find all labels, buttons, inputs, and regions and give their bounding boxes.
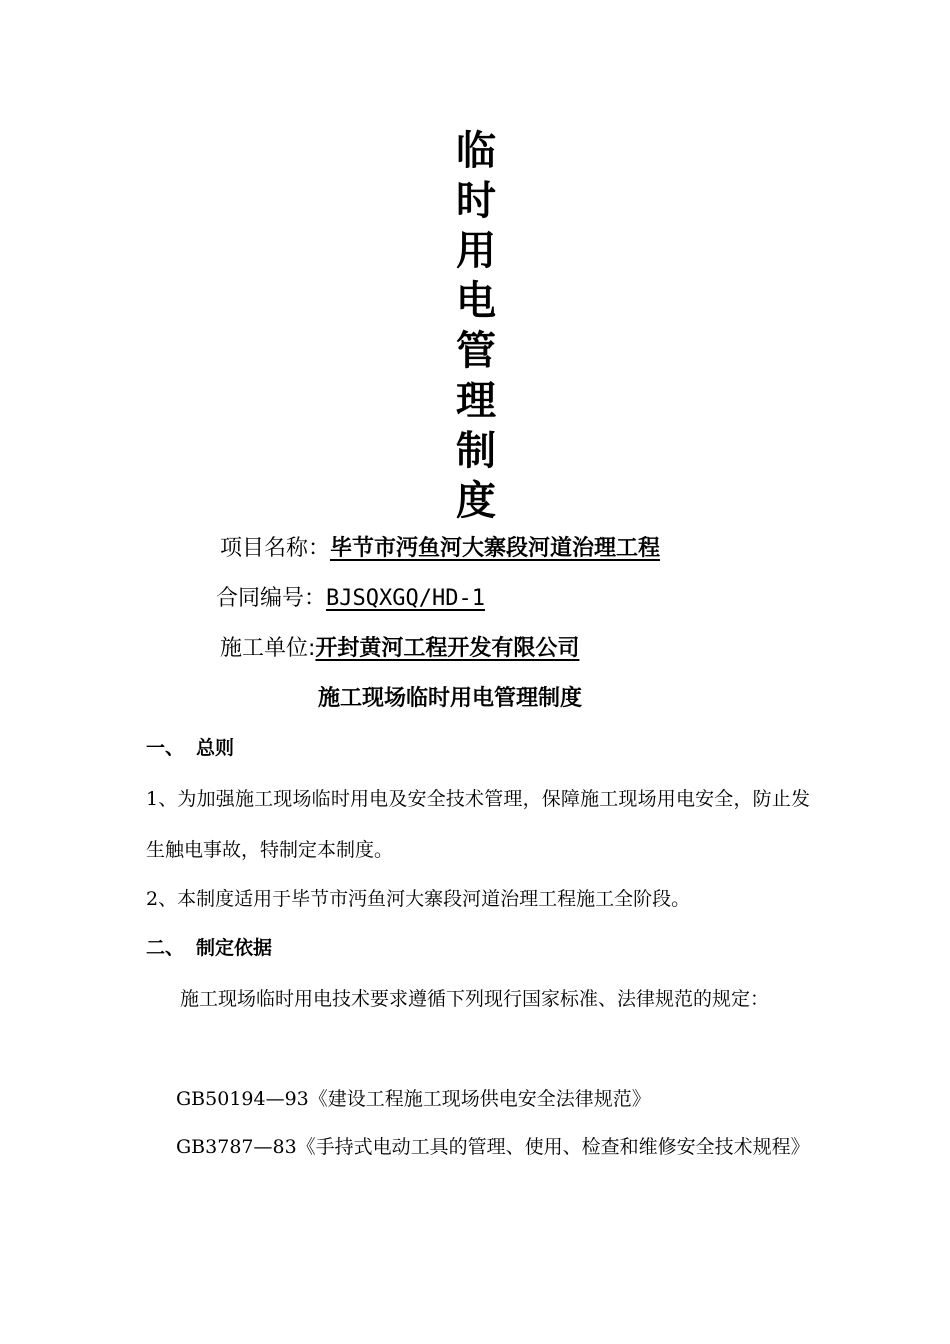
title-char: 用: [456, 228, 496, 274]
section-heading-text: 总则: [196, 737, 235, 759]
title-char: 临: [456, 128, 496, 174]
section-number: 二、: [146, 937, 185, 959]
paragraph-item-2: 2、本制度适用于毕节市沔鱼河大寨段河道治理工程施工全阶段。: [146, 888, 691, 910]
contract-value: BJSQXGQ/HD-1: [326, 586, 485, 611]
section-heading: [146, 934, 272, 962]
project-value: 毕节市沔鱼河大寨段河道治理工程: [330, 536, 661, 561]
contractor-value: 开封黄河工程开发有限公司: [315, 636, 580, 661]
title-char: 理: [456, 378, 496, 424]
paragraph-item-1: 1、为加强施工现场临时用电及安全技术管理，保障施工现场用电安全，防止发生触电事故，特制定本制度。: [146, 788, 810, 861]
title-char: 制: [456, 428, 496, 474]
vertical-title: [448, 126, 504, 526]
section-heading: [146, 734, 234, 762]
title-char: 时: [456, 178, 496, 224]
section-number: 一、: [146, 737, 185, 759]
title-char: 度: [456, 478, 496, 524]
paragraph-intro: 施工现场临时用电技术要求遵循下列现行国家标准、法律规范的规定：: [180, 988, 770, 1010]
project-label: 项目名称：: [220, 536, 331, 561]
reference-item: GB3787—83《手持式电动工具的管理、使用、检查和维修安全技术规程》: [176, 1136, 810, 1158]
contract-row: [216, 584, 485, 614]
contractor-label: 施工单位:: [220, 636, 316, 661]
title-char: 电: [456, 278, 496, 324]
title-char: 管: [456, 328, 496, 374]
section-heading-text: 制定依据: [196, 937, 273, 959]
project-row: [220, 534, 660, 564]
reference-item: GB50194—93《建设工程施工现场供电安全法律规范》: [176, 1088, 651, 1110]
contractor-row: [220, 634, 579, 664]
contract-label: 合同编号：: [216, 586, 327, 611]
document-title: 施工现场临时用电管理制度: [317, 686, 582, 711]
